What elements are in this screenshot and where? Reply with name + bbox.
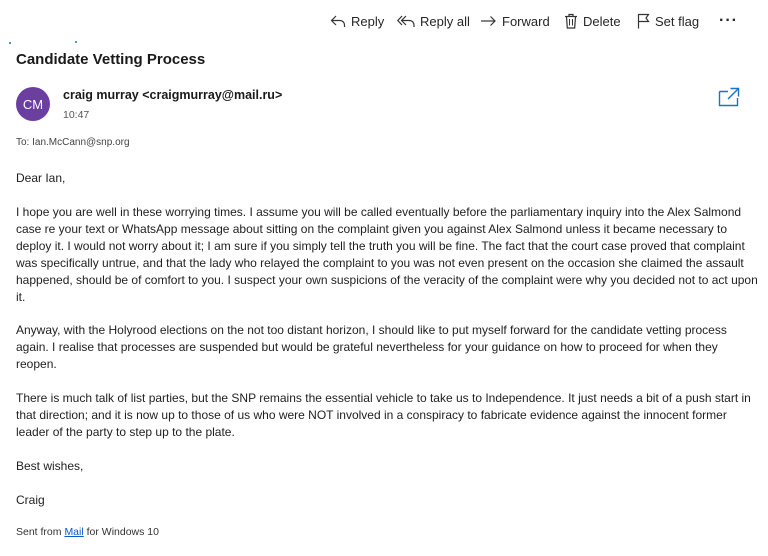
reply-all-icon — [397, 14, 415, 28]
forward-button[interactable] — [480, 10, 550, 32]
footer-prefix: Sent from — [16, 526, 65, 538]
reply-all-label: Reply all — [420, 13, 470, 29]
email-paragraph: Anyway, with the Holyrood elections on the not too distant horizon, I should like to put myself forward for the candidate vetting process again. I realise that processes are suspended but would be grateful nevertheless for your guidance on how to proceed for when they reopen. — [16, 323, 727, 371]
email-paragraph: There is much talk of list parties, but the SNP remains the essential vehicle to take us to Independence. It just needs a bit of a push start in that direction; and it is now up to those of us who were NOT involved in a conspiracy to fabricate evidence against the innocent former leader of the party to step up to the plate. — [16, 391, 751, 439]
email-paragraph: I hope you are well in these worrying times. I assume you will be called eventually before the parliamentary inquiry into the Alex Salmond case re your text or WhatsApp message about sitting on the complaint given you against Alex Salmond unless it became necessary to deploy it. I would not worry about it; I am sure if you simply tell the truth you will be fine. The fact that the court case proved that complaint was specifically untrue, and that the lady who relayed the complaint to you was not even present on the occasion she claimed the assault happened, should be of comfort to you. I suspect your own suspicions of the veracity of the complaint were why you decided not to act upon it. — [16, 205, 758, 304]
set-flag-button[interactable] — [637, 10, 699, 32]
forward-icon — [480, 14, 497, 28]
more-label: ··· — [719, 12, 738, 29]
divider-dot — [9, 42, 11, 44]
email-closing: Best wishes, — [16, 459, 84, 473]
email-signature: Craig — [16, 493, 45, 507]
avatar-initials: CM — [22, 96, 44, 112]
recipients-line: To: Ian.McCann@snp.org — [16, 137, 130, 148]
reply-label: Reply — [351, 13, 385, 29]
email-greeting: Dear Ian, — [16, 171, 66, 185]
mail-app-link[interactable]: Mail — [64, 526, 84, 538]
delete-button[interactable] — [564, 10, 621, 32]
command-toolbar — [0, 10, 768, 32]
reply-icon — [330, 14, 346, 28]
sender-name[interactable]: craig murray <craigmurray@mail.ru> — [63, 88, 283, 102]
reply-button[interactable] — [330, 10, 384, 32]
avatar[interactable] — [16, 87, 50, 121]
flag-icon — [637, 13, 650, 29]
divider-dot — [75, 41, 77, 43]
forward-label: Forward — [502, 13, 550, 29]
email-subject: Candidate Vetting Process — [16, 51, 206, 68]
set-flag-label: Set flag — [655, 13, 700, 29]
delete-icon — [564, 13, 578, 29]
open-in-new-window-button[interactable] — [718, 87, 740, 107]
reply-all-button[interactable] — [397, 10, 470, 32]
more-options-button[interactable] — [719, 10, 738, 32]
footer-suffix: for Windows 10 — [83, 526, 159, 538]
delete-label: Delete — [583, 13, 621, 29]
sent-from-footer — [16, 526, 159, 538]
popout-icon — [718, 94, 740, 111]
received-time: 10:47 — [63, 109, 90, 121]
